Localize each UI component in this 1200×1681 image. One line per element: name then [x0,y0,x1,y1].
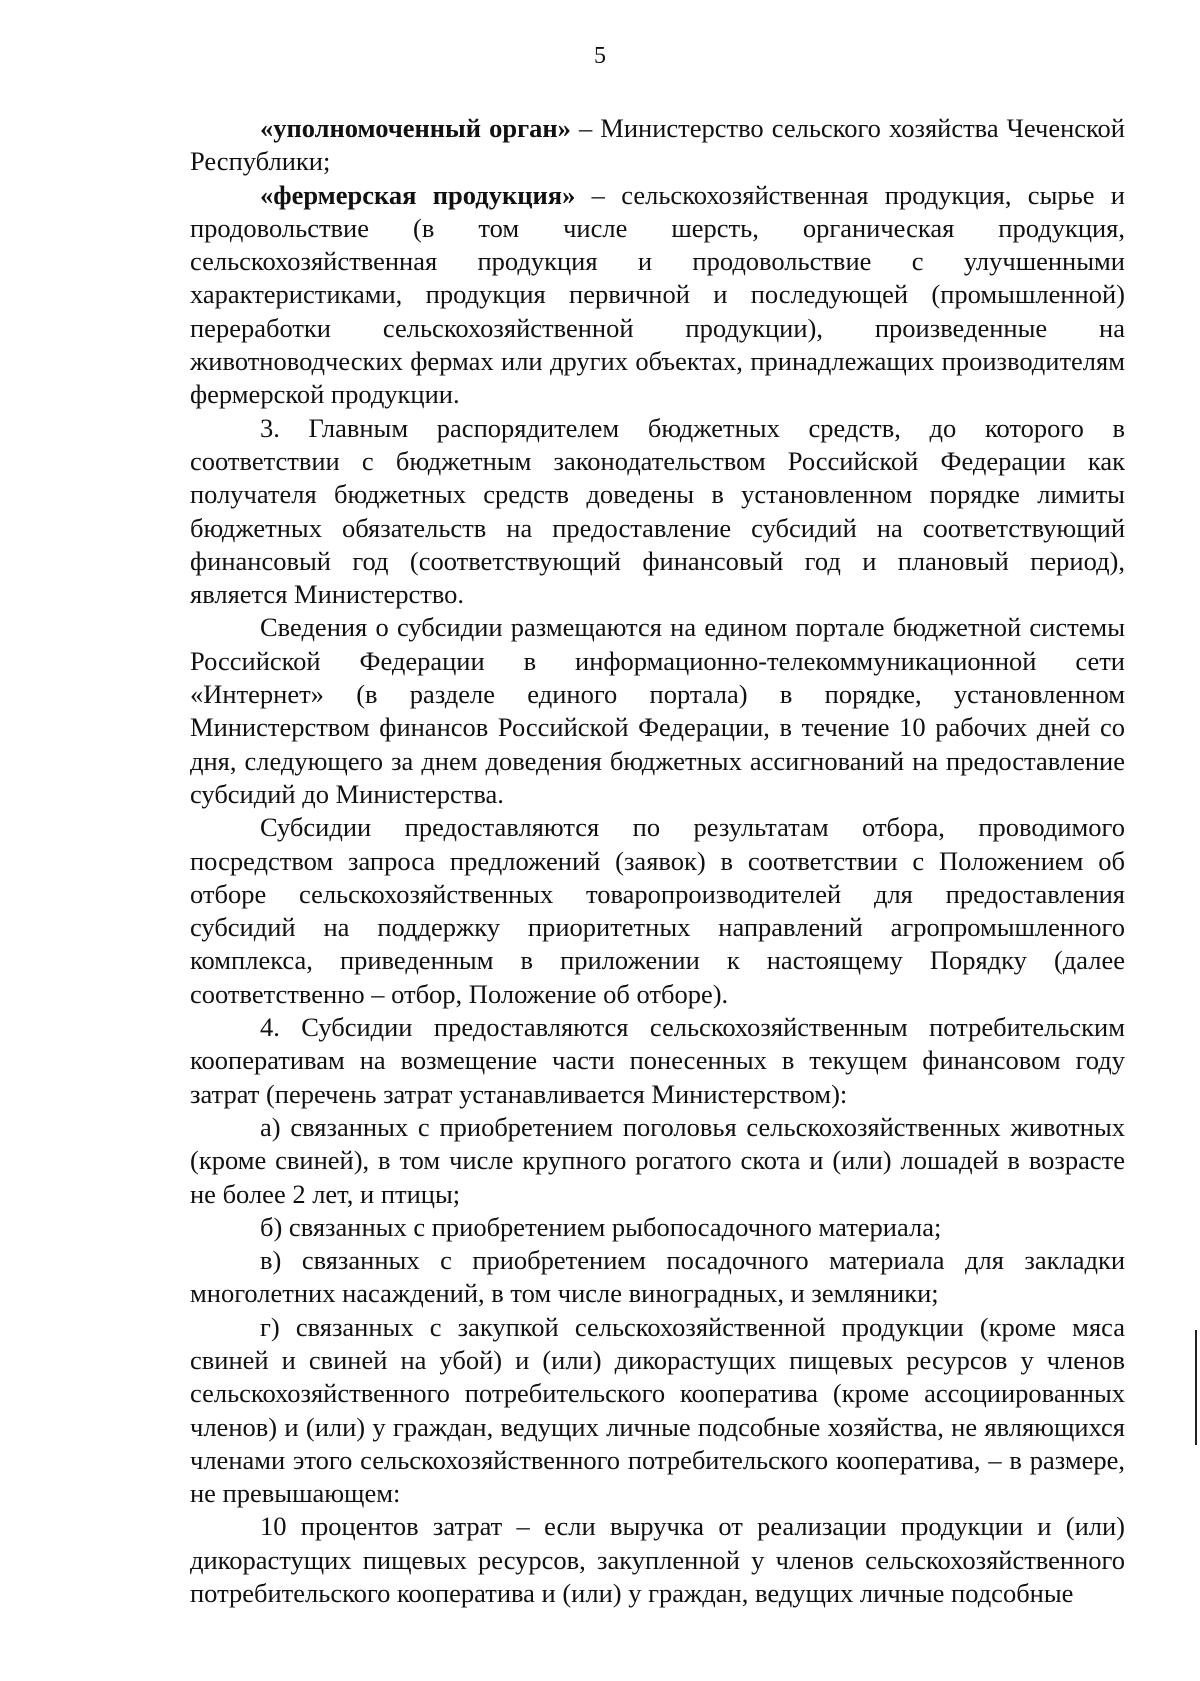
paragraph-clause-3 [190,412,1125,612]
paragraph-text: 3. Главным распорядителем бюджетных средств, до которого в соответствии с бюджетным законодательством Российской Федерации как получателя бюджетных средств доведены в установленном порядке лимиты бюджетных обязательств на предоставление субсидий на соответствующий финансовый год (соответствующий финансовый год и плановый период), является Министерство. [190,412,1125,610]
page-number: 5 [594,43,606,69]
definition-authorized-body [190,112,1125,179]
list-item-text: в) связанных с приобретением посадочного материала для закладки многолетних насаждений, в том числе виноградных, и земляники; [190,1245,1125,1309]
paragraph-subsidy-info [190,611,1125,811]
paragraph-text: Сведения о субсидии размещаются на едином портале бюджетной системы Российской Федерации в информационно-телекоммуникационной сети «Интернет» (в разделе единого портала) в порядке, установленном Министерством финансов Российской Федерации, в течение 10 рабочих дней со дня, следующего за днем доведения бюджетных ассигнований на предоставление субсидий до Министерства. [190,612,1125,809]
paragraph-clause-4 [190,1011,1125,1111]
defined-term: «фермерская продукция» [260,179,576,210]
document-body [190,112,1125,1610]
list-item-text: б) связанных с приобретением рыбопосадочного материала; [260,1211,942,1242]
list-item-v [190,1244,1125,1311]
definition-text: – сельскохозяйственная продукция, сырье и продовольствие (в том числе шерсть, органическая продукция, сельскохозяйственная продукция и продовольствие с улучшенными характеристиками, продукция первичной и последующей (промышленной) переработки сельскохозяйственной продукции), произведенные на животноводческих фермах или других объектах, принадлежащих производителям фермерской продукции. [190,179,1125,410]
paragraph-text: 10 процентов затрат – если выручка от реализации продукции и (или) дикорастущих пищевых ресурсов, закупленной у членов сельскохозяйственного потребительского кооператива и (или) у граждан, ведущих личные подсобные [190,1511,1125,1609]
paragraph-10-percent [190,1510,1125,1610]
list-item-b [190,1211,1125,1244]
scan-edge-mark [1195,1330,1197,1445]
list-item-text: г) связанных с закупкой сельскохозяйственной продукции (кроме мяса свиней и свиней на убой) и (или) дикорастущих пищевых ресурсов у членов сельскохозяйственного потребительского кооператива (кроме ассоциированных членов) и (или) у граждан, ведущих личные подсобные хозяйства, не являющихся членами этого сельскохозяйственного потребительского кооператива, – в размере, не превышающем: [190,1311,1125,1509]
paragraph-text: Субсидии предоставляются по результатам отбора, проводимого посредством запроса предложений (заявок) в соответствии с Положением об отборе сельскохозяйственных товаропроизводителей для предоставления субсидий на поддержку приоритетных направлений агропромышленного комплекса, приведенным в приложении к настоящему Порядку (далее соответственно – отбор, Положение об отборе). [190,812,1125,1009]
definition-text: – Министерство сельского хозяйства Чеченской Республики; [190,113,1125,177]
paragraph-text: 4. Субсидии предоставляются сельскохозяйственным потребительским кооперативам на возмещение части понесенных в текущем финансовом году затрат (перечень затрат устанавливается Министерством): [190,1012,1125,1109]
definition-farm-products [190,179,1125,412]
paragraph-selection [190,811,1125,1011]
list-item-g [190,1311,1125,1511]
list-item-text: а) связанных с приобретением поголовья сельскохозяйственных животных (кроме свиней), в том числе крупного рогатого скота и (или) лошадей в возрасте не более 2 лет, и птицы; [190,1111,1125,1209]
defined-term: «уполномоченный орган» [260,113,571,143]
list-item-a [190,1111,1125,1211]
